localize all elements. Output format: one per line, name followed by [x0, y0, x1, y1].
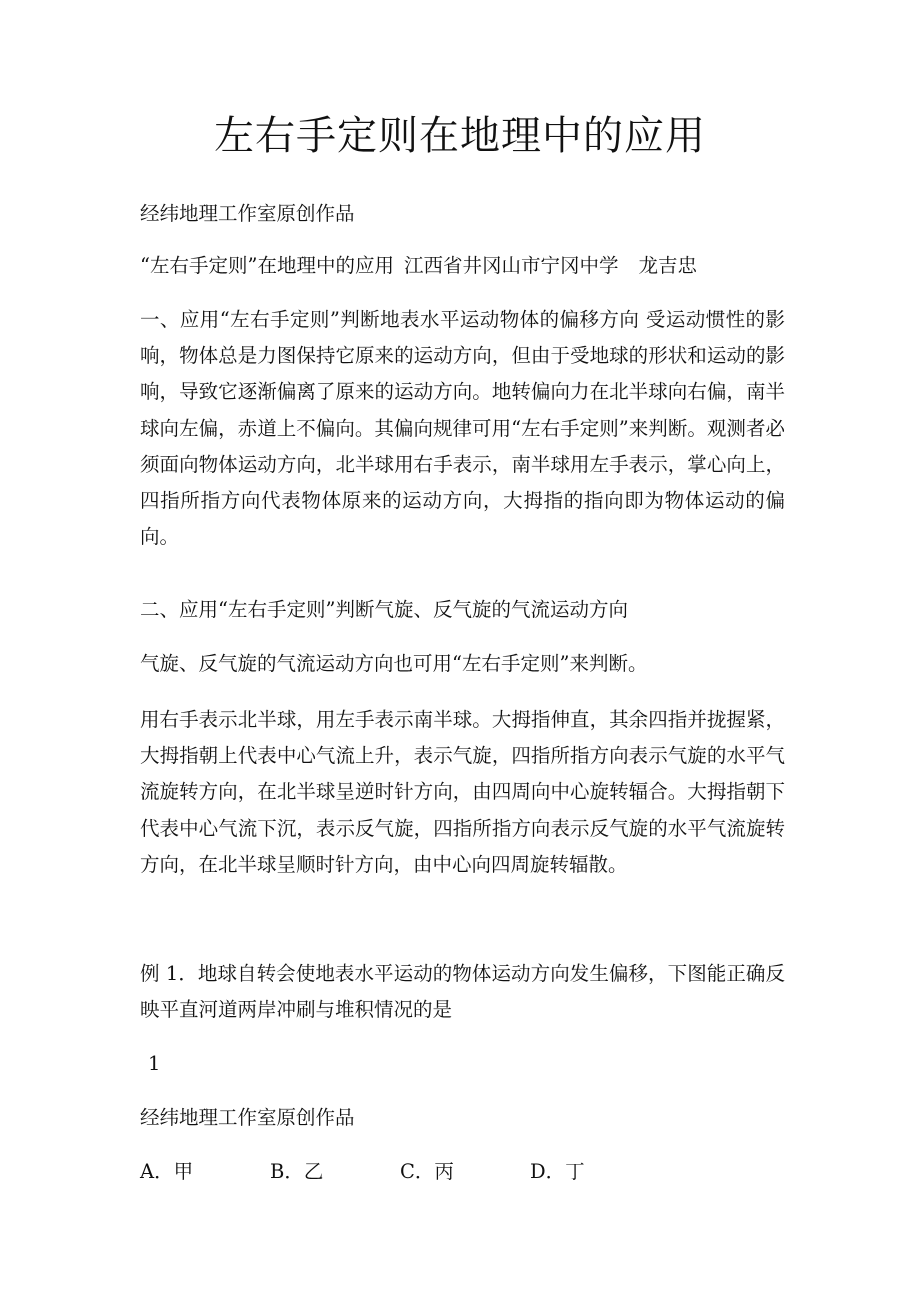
- subtitle-line: [140, 248, 697, 284]
- option-c: C．丙: [400, 1160, 454, 1183]
- subtitle-topic: “左右手定则”在地理中的应用: [140, 254, 394, 277]
- option-a: A．甲: [140, 1160, 194, 1183]
- answer-options: [140, 1154, 660, 1190]
- section-1-paragraph: 一、应用“左右手定则”判断地表水平运动物体的偏移方向 受运动惯性的影响，物体总是力图保持它原来的运动方向，但由于受地球的形状和运动的影响，导致它逐渐偏离了原来的运动方向。地转偏向力在北半球向右偏，南半球向左偏，赤道上不偏向。其偏向规律可用“左右手定则”来判断。观测者必须面向物体运动方向，北半球用右手表示，南半球用左手表示，掌心向上，四指所指方向代表物体原来的运动方向，大拇指的指向即为物体运动的偏向。: [140, 308, 785, 549]
- example-1-question: 例 1．地球自转会使地表水平运动的物体运动方向发生偏移，下图能正确反映平直河道两岸冲刷与堆积情况的是: [140, 962, 785, 1022]
- option-b: B．乙: [270, 1160, 324, 1183]
- page-number: 1: [148, 1052, 161, 1075]
- studio-label-footer: 经纬地理工作室原创作品: [140, 1106, 355, 1129]
- page-title: 左右手定则在地理中的应用: [214, 113, 706, 159]
- subtitle-author: 龙吉忠: [638, 254, 697, 277]
- option-d: D．丁: [530, 1160, 585, 1183]
- section-2-heading: 二、应用“左右手定则”判断气旋、反气旋的气流运动方向: [140, 598, 628, 621]
- studio-label: 经纬地理工作室原创作品: [140, 202, 355, 225]
- section-2-body: 用右手表示北半球，用左手表示南半球。大拇指伸直，其余四指并拢握紧，大拇指朝上代表中心气流上升，表示气旋，四指所指方向表示气旋的水平气流旋转方向，在北半球呈逆时针方向，由四周向中心旋转辐合。大拇指朝下代表中心气流下沉，表示反气旋，四指所指方向表示反气旋的水平气流旋转方向，在北半球呈顺时针方向，由中心向四周旋转辐散。: [140, 708, 785, 876]
- section-2-intro: 气旋、反气旋的气流运动方向也可用“左右手定则”来判断。: [140, 652, 648, 675]
- subtitle-school: 江西省井冈山市宁冈中学: [403, 254, 619, 277]
